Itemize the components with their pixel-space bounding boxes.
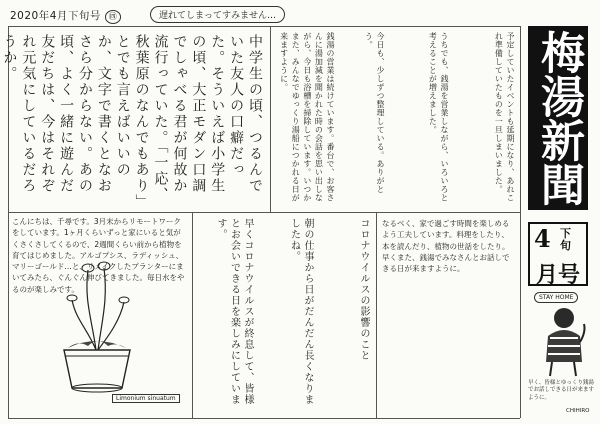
top-column-2: 銭湯の営業は続けています。番台で、お客さんに湯加減を聞かれた時の会話を思い出しながら、今日も浴槽を掃除しています。いつかまた、みんなでゆっくり湯船につかれる日が来ますように。 [279,32,335,202]
issue-date [10,8,121,24]
bottom-divider-2 [376,212,377,418]
top-divider [270,26,271,212]
bottom-column-3: コロナウイルスの影響のこと [358,218,369,361]
author-name: CHIHIRO [566,408,590,414]
stay-home-tag: STAY HOME [534,292,578,303]
bottom-right-text: なるべく、家で過ごす時間を楽しめるよう工夫しています。料理をしたり、本を読んだり、植物の世話をしたり。早くまた、銭湯でみなさんとお話しできる日が来ますように。 [382,219,510,273]
plant-caption: Limonium sinuatum [112,394,180,403]
middle-rule [8,212,520,213]
top-column-5: 予定していたイベントも延期になり、あれこれ準備していたものを一旦しまいました。 [494,32,515,202]
issue-date-text: 2020年4月下旬号 [10,10,101,22]
issue-month: 4 [534,224,551,253]
bottom-column-1: 早くコロナウイルスが終息して、皆様とお会いできる日を楽しみにしています。 [215,218,253,405]
apology-badge: 遅れてしまってすみません… [150,6,285,23]
issue-gou: 月号 [536,262,581,288]
issue-number-badge: ㊃ [105,10,122,24]
person-illustration [534,302,590,378]
sidebar-caption: 早く、皆様とゆっくり銭湯でお話しできる日が来ますように。 [528,380,595,401]
left-rule [8,26,9,418]
bottom-rule [8,418,520,419]
bottom-column-2: 朝の仕事から日がだんだん長くなりましたね。 [288,218,313,405]
top-rule [8,26,520,27]
top-column-3: 今日も、少しずつ整理している。ありがとう。 [364,32,385,194]
issue-box [528,222,588,286]
intro-text: こんにちは、千尋です。3月末からリモートワークをしています。1ヶ月くらいずっと家にいると気がくさくさしてくるので、2週間くらい前から植物を育てはじめました。アルゴプシス、ラディッシュ、マリーゴールド…と、リメイクしたプランターにまいてみたら、ぐんぐん伸びてきました。毎日水をやるのが楽しみです。 [12,217,185,294]
top-column-4: うちでも、銭湯を営業しながら、いろいろと考えることが増えました。 [428,32,449,202]
issue-half: 下旬 [560,227,571,252]
right-rule [520,26,521,418]
bottom-divider-1 [192,212,193,418]
masthead-title: 梅湯新聞 [528,26,588,210]
top-main-column: 中学生の頃、つるんでいた友人の口癖だった。そういえば小学生の頃、大正モダン口調でしゃべる君が何故か流行っていた。「一応、秋葉原のなんでもあり」とでも言えばいいのか、文字で書くとなおさら分からない。あの頃、よく一緒に遊んだ友だちは、今はそれぞれ元気にしているだろうか。 [1,34,263,203]
potted-plant-illustration [58,250,136,400]
